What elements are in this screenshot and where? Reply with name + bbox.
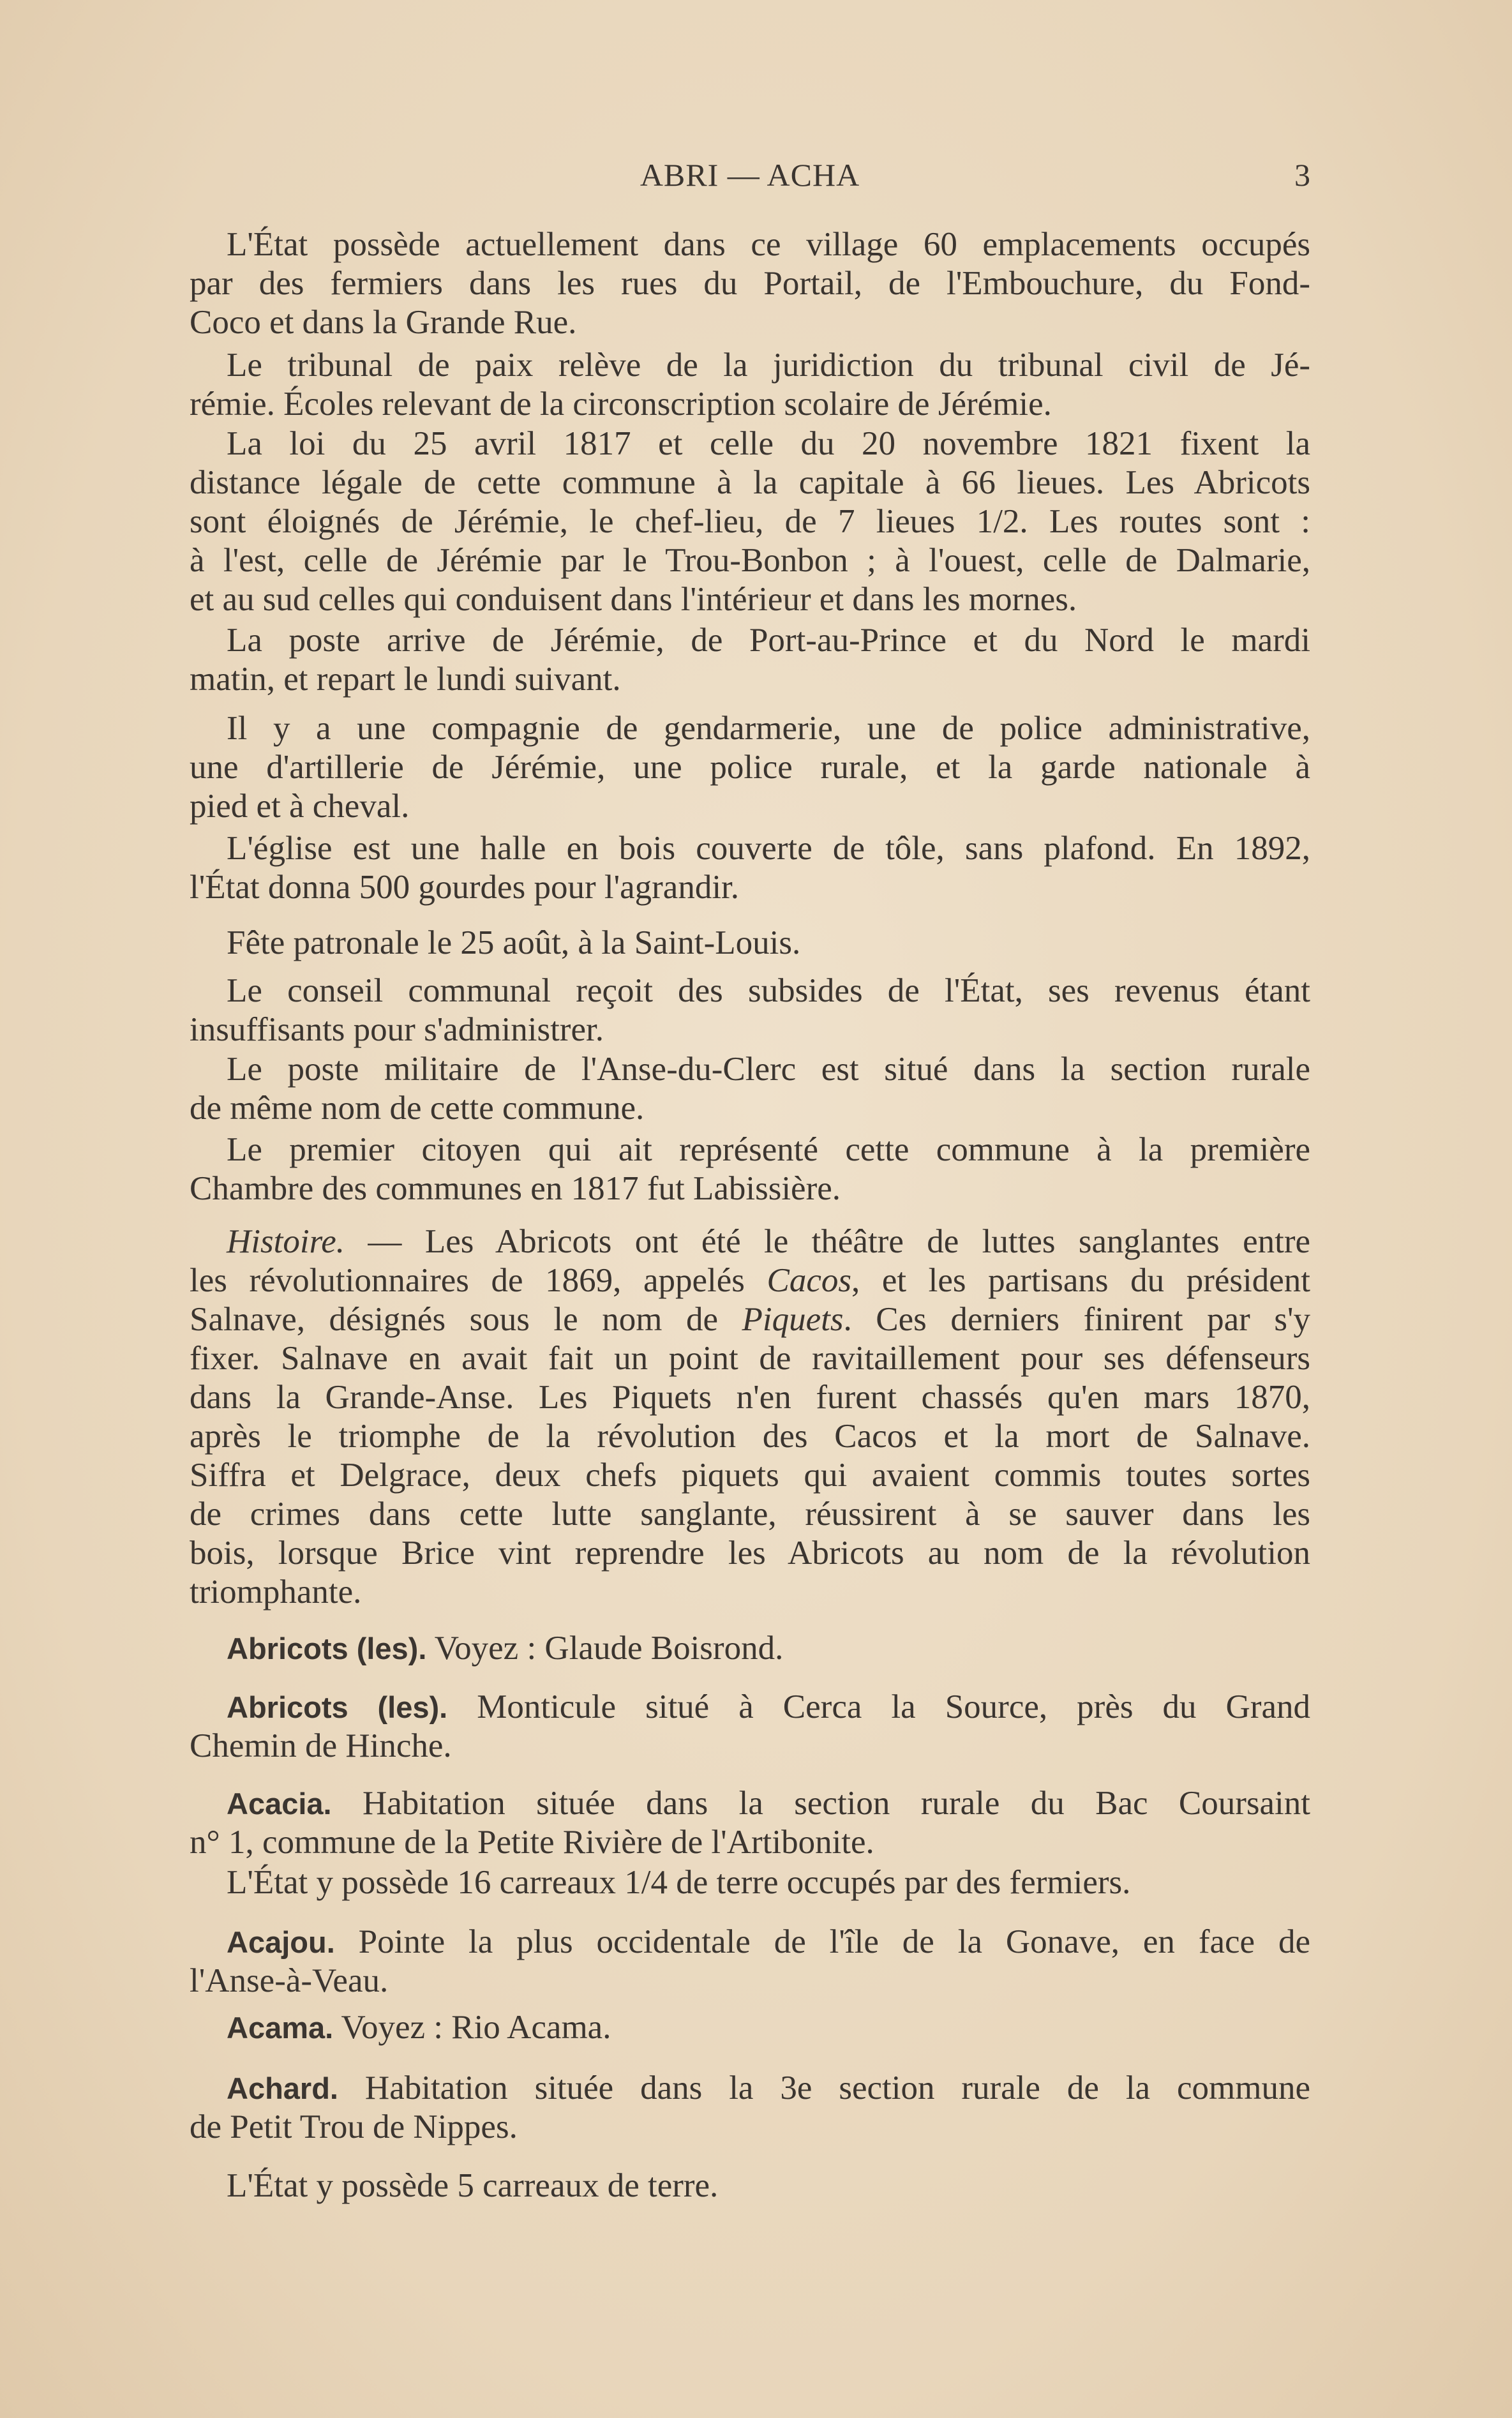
text-segment: Salnave, désignés sous le nom de	[190, 1301, 742, 1338]
entry-headword: Abricots (les).	[227, 1690, 448, 1724]
italic-text: Piquets	[742, 1301, 844, 1338]
text-line: bois, lorsque Brice vint reprendre les Abricots au nom de la révolution	[190, 1535, 1310, 1572]
text-line: pied et à cheval.	[190, 788, 410, 825]
paragraph	[190, 1629, 1310, 1668]
text-segment: Habitation située dans la section rurale du Bac Coursaint	[331, 1785, 1310, 1822]
text-line	[190, 2008, 1310, 2047]
header-title: ABRI — ACHA	[640, 157, 860, 193]
text-line: matin, et repart le lundi suivant.	[190, 661, 621, 698]
text-line: et au sud celles qui conduisent dans l'intérieur et dans les mornes.	[190, 581, 1077, 618]
text-line	[190, 1688, 1310, 1727]
text-line: La poste arrive de Jérémie, de Port-au-Prince et du Nord le mardi	[227, 622, 1310, 659]
text-line: La loi du 25 avril 1817 et celle du 20 novembre 1821 fixent la	[227, 425, 1310, 462]
text-line	[190, 2069, 1310, 2108]
paragraph	[190, 972, 1310, 1049]
text-line: par des fermiers dans les rues du Portail, de l'Embouchure, du Fond-	[190, 265, 1310, 302]
text-line: L'État possède actuellement dans ce village 60 emplacements occupés	[227, 226, 1310, 263]
text-line	[190, 1784, 1310, 1823]
paragraph	[190, 1222, 1310, 1612]
text-line: à l'est, celle de Jérémie par le Trou-Bonbon ; à l'ouest, celle de Dalmarie,	[190, 542, 1310, 579]
text-line: Le premier citoyen qui ait représenté cette commune à la première	[227, 1131, 1310, 1168]
entry-headword: Acama.	[227, 2011, 334, 2045]
paragraph	[190, 2008, 1310, 2047]
entry-headword: Abricots (les).	[227, 1632, 427, 1665]
paragraph	[190, 2069, 1310, 2147]
paragraph	[190, 1130, 1310, 1208]
italic-text: Cacos	[767, 1262, 851, 1299]
text-line: sont éloignés de Jérémie, le chef-lieu, de 7 lieues 1/2. Les routes sont :	[190, 503, 1310, 540]
paragraph	[190, 621, 1310, 699]
paragraph	[190, 225, 1310, 342]
text-segment: Voyez : Rio Acama.	[333, 2009, 611, 2046]
page-number: 3	[1294, 157, 1310, 193]
text-line: Coco et dans la Grande Rue.	[190, 304, 577, 341]
text-segment: Monticule situé à Cerca la Source, près du Grand	[447, 1688, 1310, 1725]
text-segment: , et les partisans du président	[851, 1262, 1311, 1299]
text-segment: . Ces derniers finirent par s'y	[843, 1301, 1311, 1338]
text-line	[190, 1629, 1310, 1668]
paragraph	[190, 709, 1310, 826]
text-segment: Voyez : Glaude Boisrond.	[426, 1630, 784, 1667]
text-segment: Pointe la plus occidentale de l'île de la Gonave, en face de	[334, 1923, 1310, 1960]
text-line: l'Anse-à-Veau.	[190, 1962, 389, 1999]
text-line	[190, 1222, 1310, 1261]
text-line: Le conseil communal reçoit des subsides de l'État, ses revenus étant	[227, 972, 1310, 1009]
paragraph	[190, 1688, 1310, 1766]
text-line: Le tribunal de paix relève de la juridiction du tribunal civil de Jé-	[227, 347, 1310, 384]
paragraph	[190, 2166, 1310, 2205]
entry-headword: Achard.	[227, 2071, 338, 2105]
text-line: n° 1, commune de la Petite Rivière de l'Artibonite.	[190, 1824, 874, 1861]
running-header	[190, 156, 1310, 201]
paragraph	[190, 346, 1310, 424]
paragraph	[190, 424, 1310, 619]
text-line: distance légale de cette commune à la capitale à 66 lieues. Les Abricots	[190, 464, 1310, 501]
text-line: Chemin de Hinche.	[190, 1727, 452, 1764]
text-line: L'État y possède 5 carreaux de terre.	[227, 2167, 719, 2204]
entry-headword: Acacia.	[227, 1787, 332, 1821]
text-line: dans la Grande-Anse. Les Piquets n'en furent chassés qu'en mars 1870,	[190, 1379, 1310, 1416]
text-line: Fête patronale le 25 août, à la Saint-Louis.	[227, 924, 801, 961]
text-line: Le poste militaire de l'Anse-du-Clerc est situé dans la section rurale	[227, 1051, 1310, 1088]
paragraph	[190, 1784, 1310, 1862]
text-line: L'État y possède 16 carreaux 1/4 de terre occupés par des fermiers.	[227, 1864, 1131, 1901]
text-segment: — Les Abricots ont été le théâtre de luttes sanglantes entre	[345, 1223, 1310, 1260]
text-line: rémie. Écoles relevant de la circonscription scolaire de Jérémie.	[190, 386, 1052, 423]
text-line: Chambre des communes en 1817 fut Labissière.	[190, 1170, 841, 1207]
text-line: l'État donna 500 gourdes pour l'agrandir.	[190, 869, 740, 906]
text-line: une d'artillerie de Jérémie, une police rurale, et la garde nationale à	[190, 749, 1310, 786]
text-segment: les révolutionnaires de 1869, appelés	[190, 1262, 767, 1299]
paragraph	[190, 829, 1310, 907]
text-line: Siffra et Delgrace, deux chefs piquets qui avaient commis toutes sortes	[190, 1457, 1310, 1494]
text-line: insuffisants pour s'administrer.	[190, 1011, 604, 1048]
text-line	[190, 1261, 1310, 1300]
text-line: triomphante.	[190, 1573, 362, 1611]
paragraph	[190, 924, 1310, 963]
text-segment: Habitation située dans la 3e section rurale de la commune	[338, 2069, 1310, 2106]
text-line: fixer. Salnave en avait fait un point de ravitaillement pour ses défenseurs	[190, 1340, 1310, 1377]
italic-text: Histoire.	[227, 1223, 345, 1260]
text-line: L'église est une halle en bois couverte de tôle, sans plafond. En 1892,	[227, 830, 1310, 867]
text-line: de Petit Trou de Nippes.	[190, 2108, 518, 2145]
paragraph	[190, 1050, 1310, 1128]
text-line	[190, 1300, 1310, 1339]
text-line: de crimes dans cette lutte sanglante, réussirent à se sauver dans les	[190, 1496, 1310, 1533]
paragraph	[190, 1923, 1310, 2001]
text-line: de même nom de cette commune.	[190, 1090, 645, 1127]
text-line: Il y a une compagnie de gendarmerie, une de police administrative,	[227, 710, 1310, 747]
entry-headword: Acajou.	[227, 1925, 335, 1959]
paragraph	[190, 1863, 1310, 1902]
text-line	[190, 1923, 1310, 1962]
text-line: après le triomphe de la révolution des Cacos et la mort de Salnave.	[190, 1418, 1310, 1455]
